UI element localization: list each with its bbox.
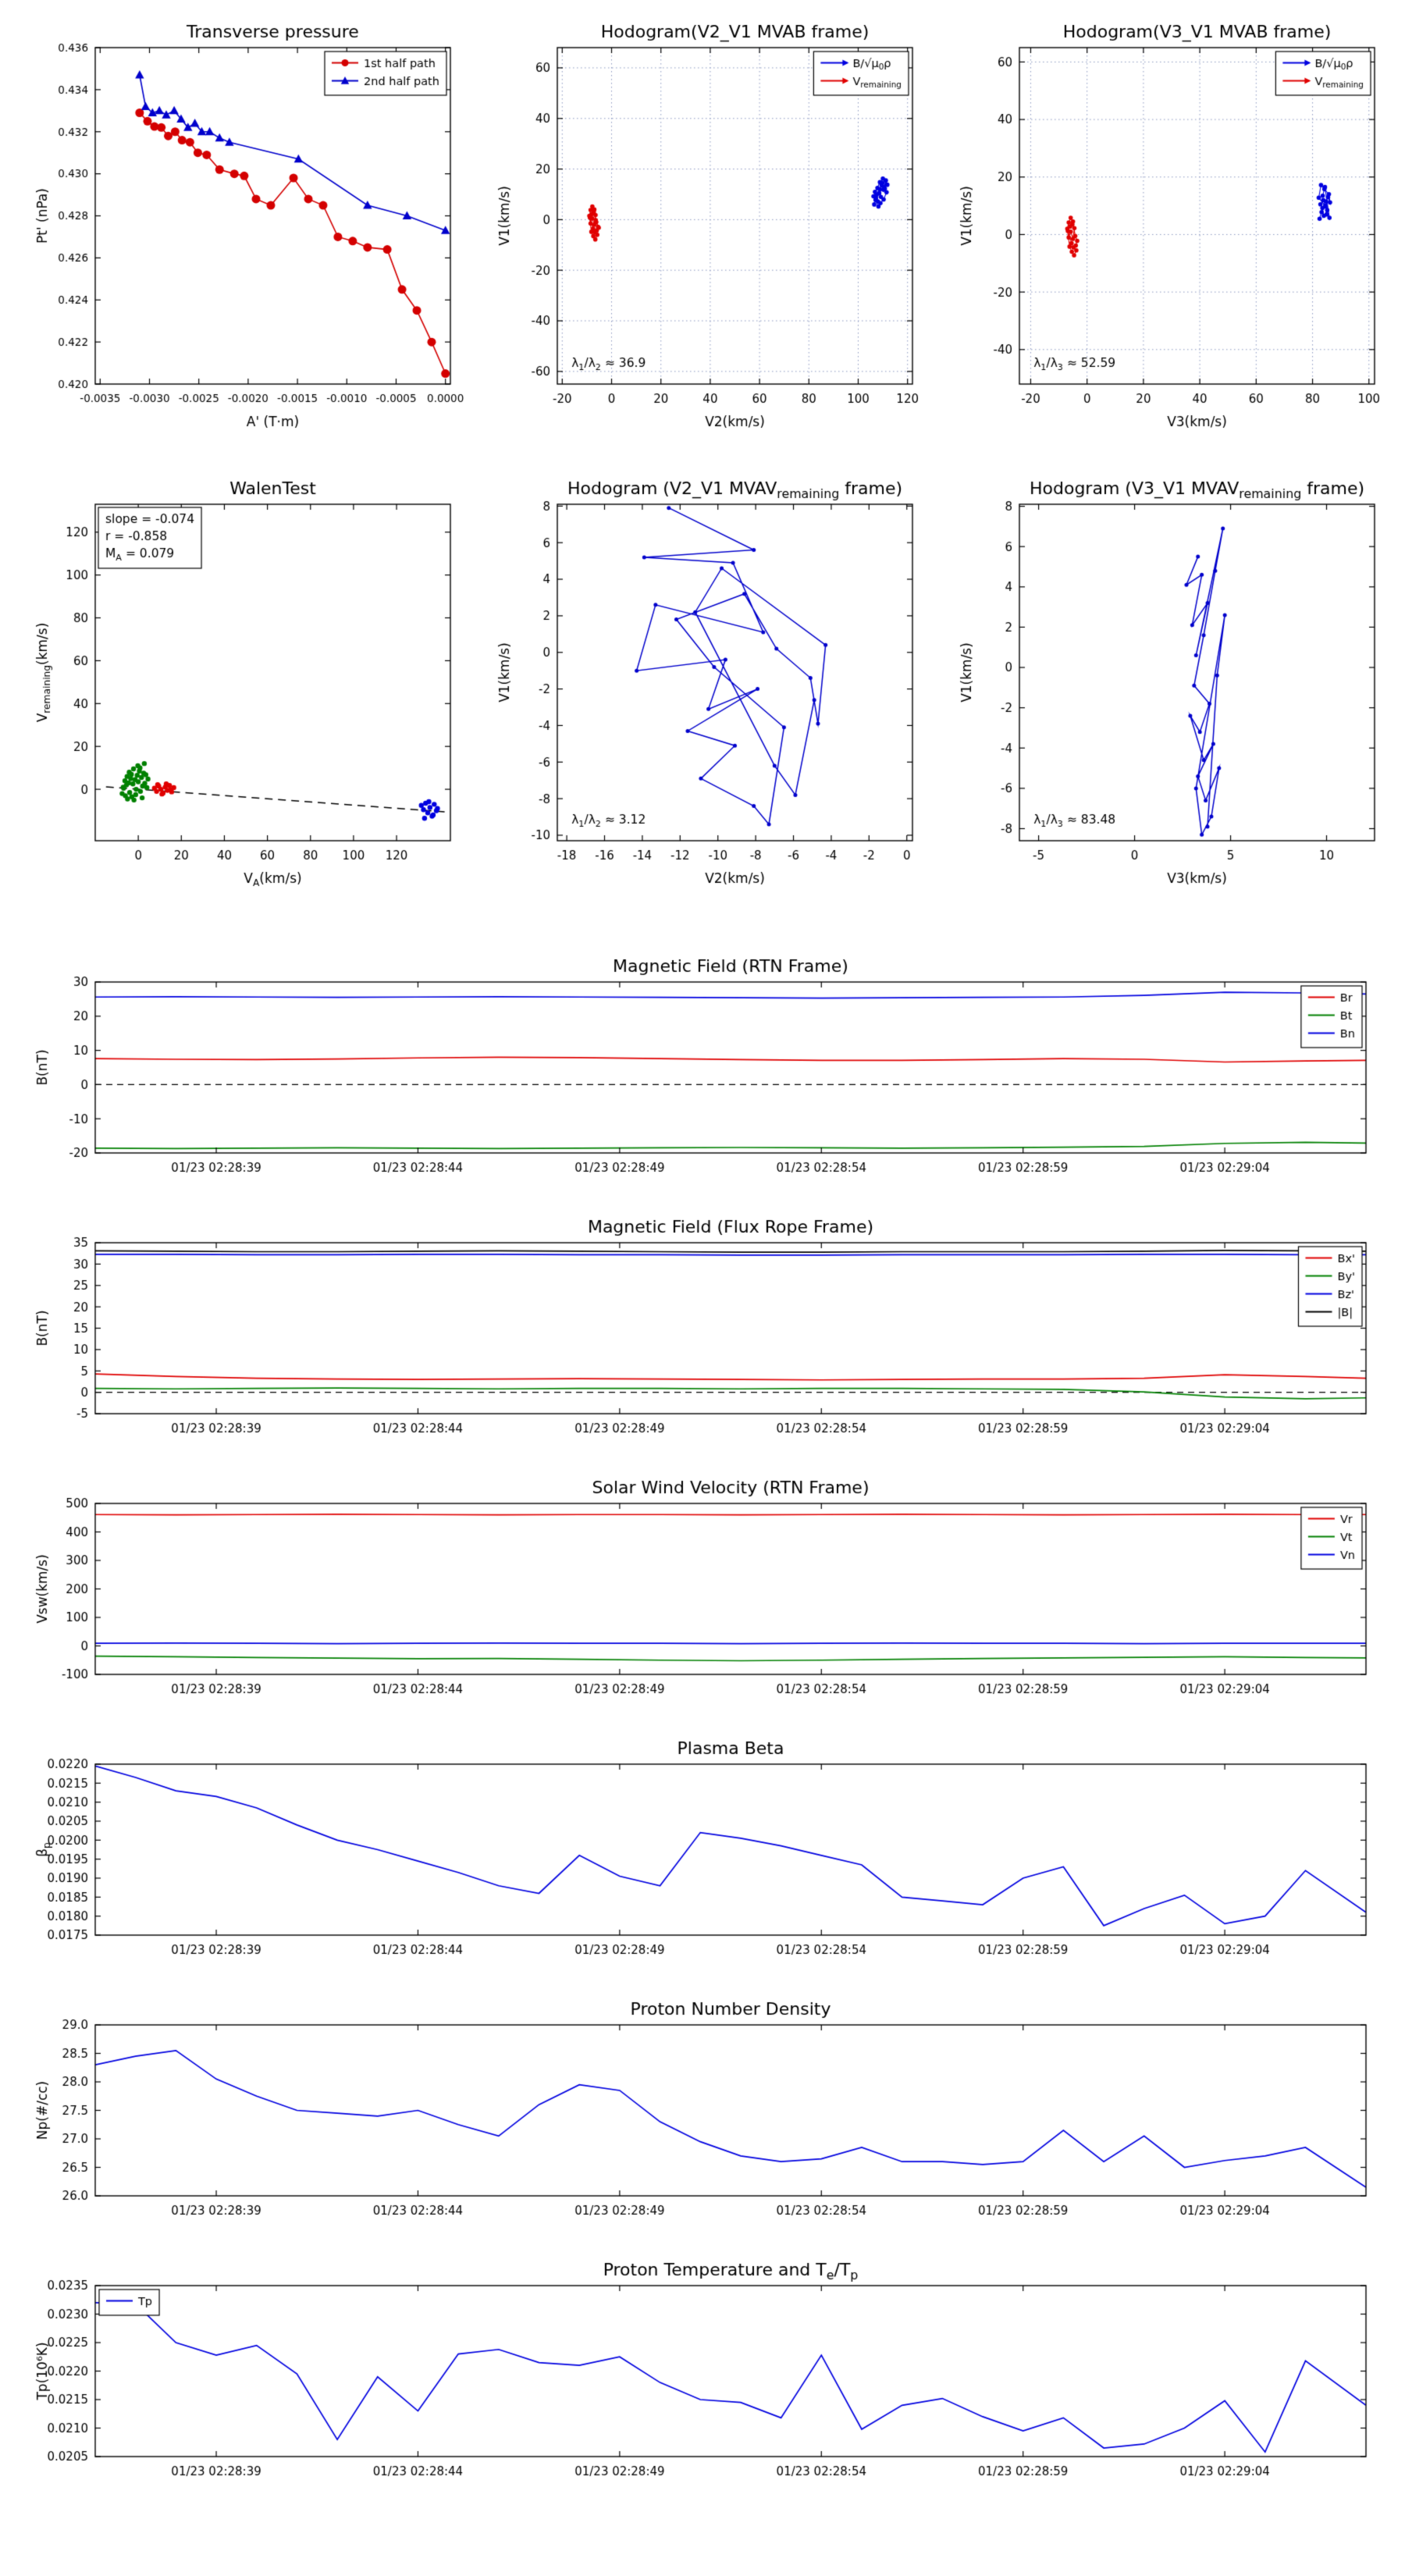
chart-magnetic-field-fluxrope [23,1212,1380,1450]
chart-hodogram-v2v1-mvab [486,12,927,437]
chart-proton-number-density [23,1994,1380,2232]
chart-hodogram-v3v1-mvav [948,468,1389,894]
chart-plasma-beta [23,1733,1380,1971]
chart-hodogram-v3v1-mvab [948,12,1389,437]
chart-transverse-pressure [23,12,464,437]
chart-magnetic-field-rtn [23,951,1380,1189]
chart-solar-wind-velocity [23,1472,1380,1710]
chart-walen-test [23,468,464,894]
chart-hodogram-v2v1-mvav [486,468,927,894]
chart-proton-temperature [23,2254,1380,2492]
